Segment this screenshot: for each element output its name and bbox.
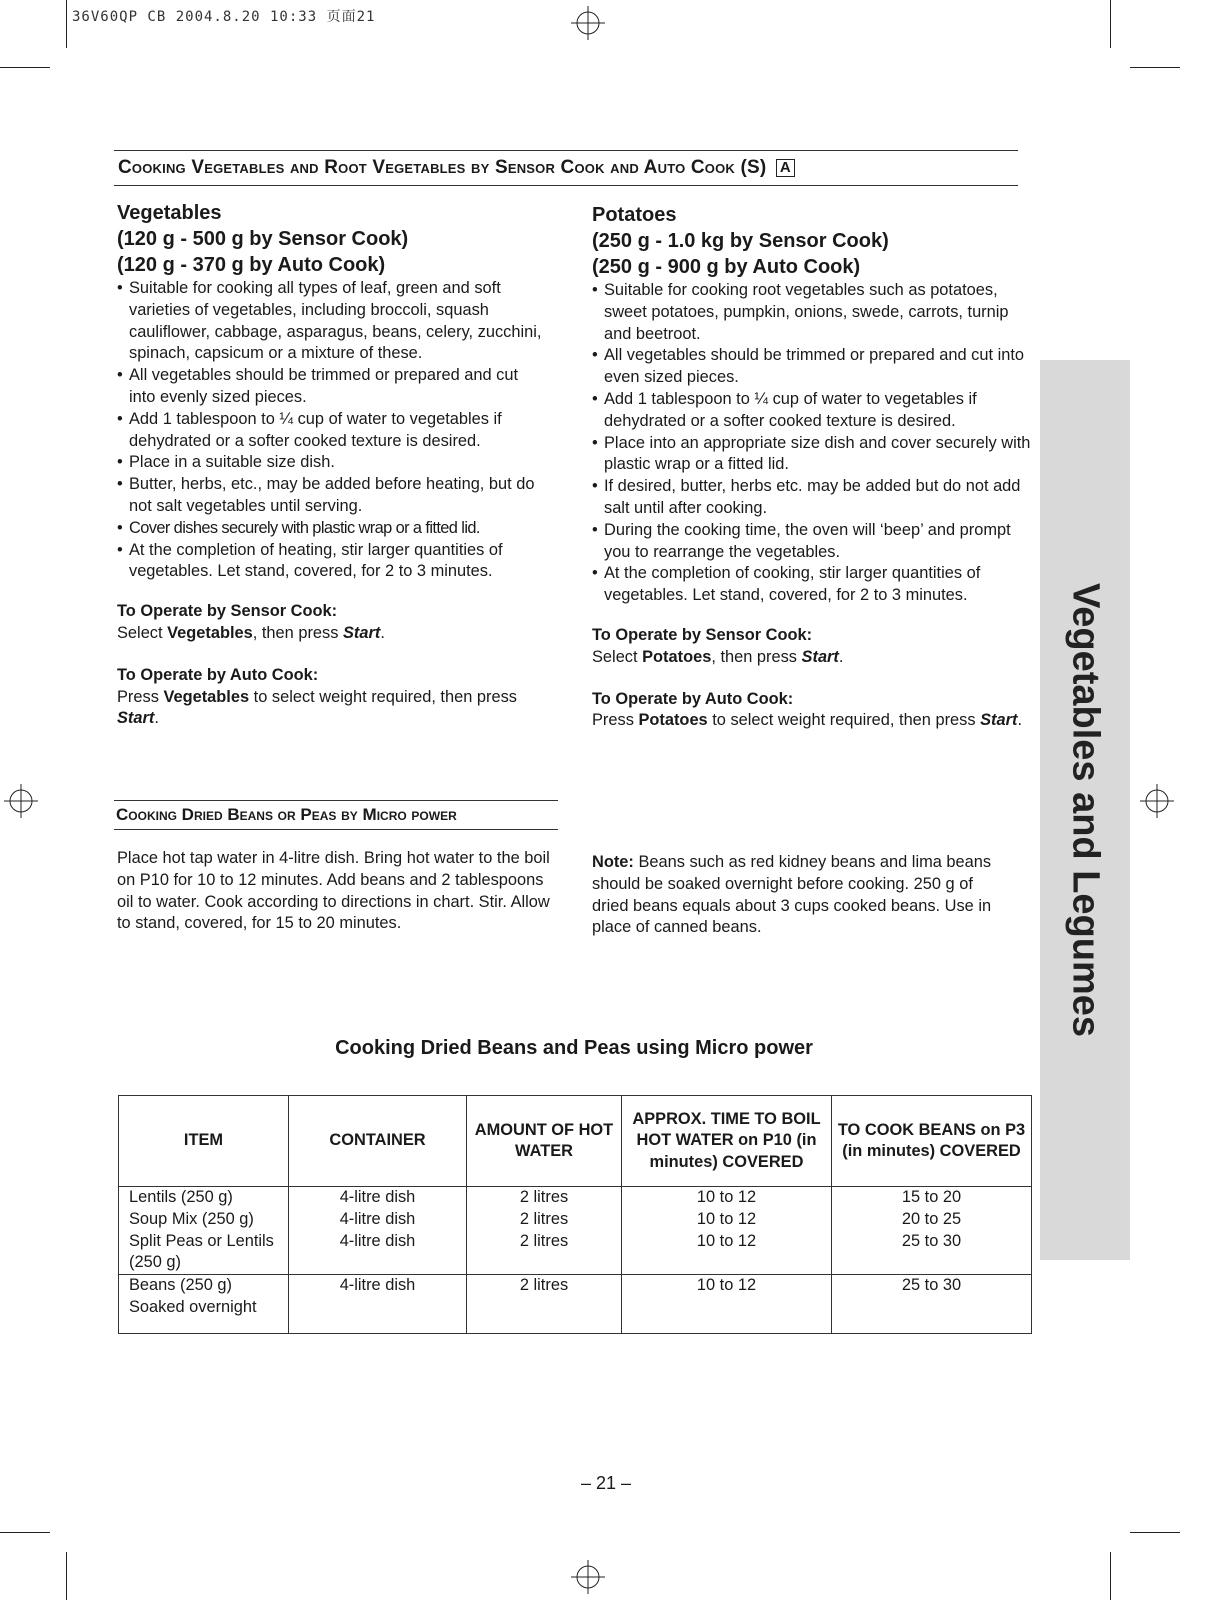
registration-mark-icon	[1140, 784, 1174, 818]
table-cell: 25 to 30	[832, 1275, 1032, 1334]
potatoes-auto-heading: To Operate by Auto Cook:	[592, 689, 794, 708]
table-header-row	[119, 1096, 1032, 1187]
beans-table	[118, 1095, 1032, 1334]
table-header: APPROX. TIME TO BOIL HOT WATER on P10 (in minutes) COVERED	[622, 1096, 832, 1187]
potatoes-sensor-instruction: Select Potatoes, then press Start.	[592, 647, 844, 666]
table-header: ITEM	[119, 1096, 289, 1187]
table-cell: 2 litres	[467, 1231, 622, 1275]
list-item: • During the cooking time, the oven will ‘beep’ and prompt you to rearrange the vegetables.	[592, 520, 1032, 564]
table-cell: 2 litres	[467, 1187, 622, 1209]
list-item: • Butter, herbs, etc., may be added before heating, but do not salt vegetables until serving.	[117, 474, 549, 518]
note-text: Beans such as red kidney beans and lima beans should be soaked overnight before cooking. 250 g of dried beans equals about 3 cups cooked beans. Use in place of canned beans.	[592, 853, 992, 937]
vegetables-heading: Vegetables	[117, 202, 222, 224]
page-number: – 21 –	[580, 1473, 632, 1493]
table-cell: 10 to 12	[622, 1231, 832, 1275]
side-tab	[1040, 360, 1130, 1260]
vegetables-sensor-range: (120 g - 500 g by Sensor Cook)	[117, 228, 409, 250]
list-item: • All vegetables should be trimmed or prepared and cut into evenly sized pieces.	[117, 365, 549, 409]
vegetables-auto-range: (120 g - 370 g by Auto Cook)	[117, 254, 386, 276]
table-header: TO COOK BEANS on P3 (in minutes) COVERED	[832, 1096, 1032, 1187]
print-header: 36V60QP CB 2004.8.20 10:33 页面21	[72, 9, 376, 25]
table-row	[119, 1231, 1032, 1275]
section-badge: A	[776, 159, 795, 177]
table-cell: 4-litre dish	[289, 1187, 467, 1209]
table-cell: 20 to 25	[832, 1209, 1032, 1231]
potatoes-auto-instruction: Press Potatoes to select weight required, then press Start.	[592, 711, 1023, 730]
list-item: • If desired, butter, herbs etc. may be added but do not add salt until after cooking.	[592, 476, 1032, 520]
table-header: AMOUNT OF HOT WATER	[467, 1096, 622, 1187]
table-cell: 10 to 12	[622, 1275, 832, 1334]
vegetables-auto-heading: To Operate by Auto Cook:	[117, 665, 319, 684]
potatoes-auto-range: (250 g - 900 g by Auto Cook)	[592, 256, 861, 278]
side-tab-label: Vegetables and Legumes	[1064, 582, 1107, 1038]
table-cell: Soup Mix (250 g)	[119, 1209, 289, 1231]
potatoes-bullets	[592, 280, 1032, 607]
beans-note	[592, 852, 1012, 939]
table-cell: 2 litres	[467, 1275, 622, 1334]
section-title	[114, 150, 1018, 186]
table-header: CONTAINER	[289, 1096, 467, 1187]
table-cell: 10 to 12	[622, 1187, 832, 1209]
table-cell: 10 to 12	[622, 1209, 832, 1231]
table-cell: 25 to 30	[832, 1231, 1032, 1275]
table-cell: 4-litre dish	[289, 1231, 467, 1275]
potatoes-sensor-heading: To Operate by Sensor Cook:	[592, 625, 813, 644]
registration-mark-icon	[571, 1560, 605, 1594]
list-item: • Place in a suitable size dish.	[117, 452, 549, 474]
table-cell: Split Peas or Lentils (250 g)	[119, 1231, 289, 1275]
table-cell: Beans (250 g) Soaked overnight	[119, 1275, 289, 1334]
potatoes-column	[592, 202, 1032, 732]
vegetables-column	[117, 200, 549, 730]
note-label: Note:	[592, 853, 634, 871]
list-item: • Place into an appropriate size dish and cover securely with plastic wrap or a fitted lid.	[592, 433, 1032, 477]
list-item: • Add 1 tablespoon to ¼ cup of water to vegetables if dehydrated or a softer cooked texture is desired.	[592, 389, 1032, 433]
table-row	[119, 1209, 1032, 1231]
vegetables-auto-instruction: Press Vegetables to select weight required, then press Start.	[117, 687, 517, 728]
table-cell: 4-litre dish	[289, 1209, 467, 1231]
table-cell: 15 to 20	[832, 1187, 1032, 1209]
list-item: • Add 1 tablespoon to ¼ cup of water to vegetables if dehydrated or a softer cooked texture is desired.	[117, 409, 549, 453]
list-item: • At the completion of cooking, stir larger quantities of vegetables. Let stand, covered, for 2 to 3 minutes.	[592, 563, 1032, 607]
beans-section-title: Cooking Dried Beans or Peas by Micro power	[114, 800, 558, 830]
table-row	[119, 1187, 1032, 1209]
potatoes-heading: Potatoes	[592, 204, 677, 226]
table-cell: Lentils (250 g)	[119, 1187, 289, 1209]
potatoes-sensor-range: (250 g - 1.0 kg by Sensor Cook)	[592, 230, 889, 252]
table-cell: 4-litre dish	[289, 1275, 467, 1334]
list-item: • Cover dishes securely with plastic wrap or a fitted lid.	[117, 518, 549, 540]
vegetables-bullets	[117, 278, 549, 583]
registration-mark-icon	[571, 6, 605, 40]
list-item: • Suitable for cooking all types of leaf, green and soft varieties of vegetables, including broccoli, squash cauliflower, cabbage, asparagus, beans, celery, zucchini, spinach, capsicum or a mixture of these.	[117, 278, 549, 365]
section-title-text: Cooking Vegetables and Root Vegetables by Sensor Cook and Auto Cook (S)	[118, 157, 767, 178]
table-cell: 2 litres	[467, 1209, 622, 1231]
registration-mark-icon	[4, 784, 38, 818]
list-item: • All vegetables should be trimmed or prepared and cut into even sized pieces.	[592, 345, 1032, 389]
list-item: • At the completion of heating, stir larger quantities of vegetables. Let stand, covered, for 2 to 3 minutes.	[117, 540, 549, 584]
list-item: • Suitable for cooking root vegetables such as potatoes, sweet potatoes, pumpkin, onions, swede, carrots, turnip and beetroot.	[592, 280, 1032, 345]
table-row	[119, 1275, 1032, 1334]
beans-paragraph: Place hot tap water in 4-litre dish. Bring hot water to the boil on P10 for 10 to 12 minutes. Add beans and 2 tablespoons oil to water. Cook according to directions in chart. Stir. Allow to stand, covered, for 15 to 20 minutes.	[117, 849, 550, 933]
vegetables-sensor-heading: To Operate by Sensor Cook:	[117, 602, 338, 621]
vegetables-sensor-instruction: Select Vegetables, then press Start.	[117, 623, 385, 642]
table-title: Cooking Dried Beans and Peas using Micro power	[335, 1037, 813, 1059]
